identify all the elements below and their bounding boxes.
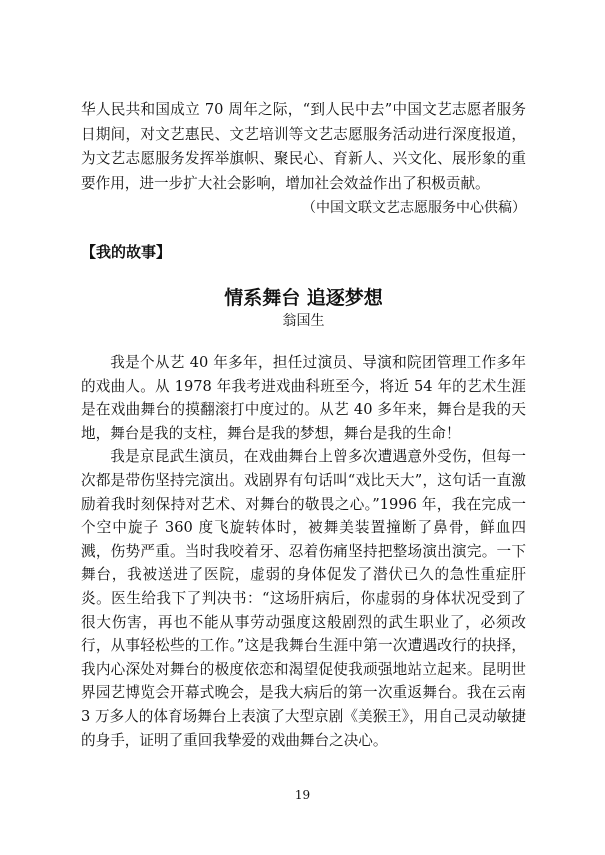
- source-credit: （中国文联文艺志愿服务中心供稿）: [302, 200, 526, 216]
- section-heading: 【我的故事】: [81, 243, 172, 261]
- story-title: 情系舞台 追逐梦想: [224, 287, 383, 309]
- story-body: [81, 351, 526, 752]
- story-paragraph: 我是京昆武生演员，在戏曲舞台上曾多次遭遇意外受伤，但每一次都是带伤坚持完演出。戏剧界有句话叫“戏比天大”，这句话一直激励着我时刻保持对艺术、对舞台的敬畏之心。”1996 年，我在完成一个空中旋子 360 度飞旋转体时，被舞美装置撞断了鼻骨，鲜血四溅，伤势严重。当时我咬着牙、忍着伤痛坚持把整场演出演完。一下舞台，我被送进了医院，虚弱的身体促发了潜伏已久的急性重症肝炎。医生给我下了判决书：“这场肝病后，你虚弱的身体状况受到了很大伤害，再也不能从事劳动强度这般剧烈的武生职业了，必须改行，从事轻松些的工作。”这是我舞台生涯中第一次遭遇改行的抉择，我内心深处对舞台的极度依恋和渴望促使我顽强地站立起来。昆明世界园艺博览会开幕式晚会，是我大病后的第一次重返舞台。我在云南 3 万多人的体育场舞台上表演了大型京剧《美猴王》，用自己灵动敏捷的身手，证明了重回我挚爱的戏曲舞台之决心。: [81, 448, 526, 749]
- intro-paragraph: 华人民共和国成立 70 周年之际，“到人民中去”中国文艺志愿者服务日期间，对文艺惠民、文艺培训等文艺志愿服务活动进行深度报道，为文艺志愿服务发挥举旗帜、聚民心、育新人、兴文化、展形象的重要作用，进一步扩大社会影响，增加社会效益作出了积极贡献。: [81, 101, 526, 192]
- story-author: 翁国生: [282, 313, 325, 329]
- page-number: 19: [294, 788, 311, 802]
- story-paragraph: 我是个从艺 40 年多年，担任过演员、导演和院团管理工作多年的戏曲人。从 1978 年我考进戏曲科班至今，将近 54 年的艺术生涯是在戏曲舞台的摸翻滚打中度过的。从艺 40 多年来，舞台是我的天地，舞台是我的支柱，舞台是我的梦想，舞台是我的生命！: [81, 354, 526, 442]
